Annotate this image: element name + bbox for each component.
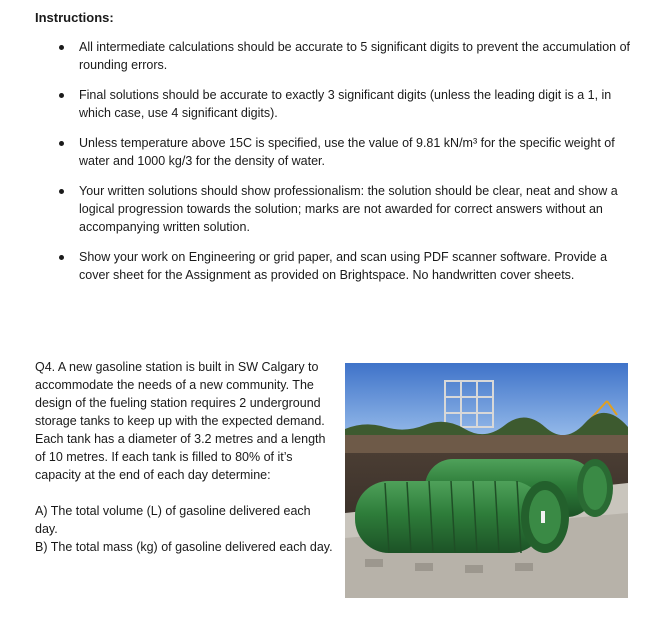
instruction-text: Show your work on Engineering or grid paper, and scan using PDF scanner software. Provide a cover sheet for the Assignment as provided on Brightspace. No handwritten cover sheets. [79, 250, 608, 282]
bullet-icon [59, 45, 64, 50]
instructions-list [35, 38, 635, 296]
question-part-a: A) The total volume (L) of gasoline delivered each day. [35, 504, 311, 536]
bullet-icon [59, 93, 64, 98]
question-part-b: B) The total mass (kg) of gasoline delivered each day. [35, 540, 333, 554]
instructions-heading: Instructions: [35, 10, 114, 25]
instruction-item [35, 248, 635, 284]
question-block [35, 358, 335, 556]
bullet-icon [59, 141, 64, 146]
instruction-item [35, 182, 635, 236]
instruction-text: Your written solutions should show professionalism: the solution should be clear, neat and show a logical progression towards the solution; marks are not awarded for correct answers without an accompanying written solution. [79, 184, 618, 234]
bullet-icon [59, 189, 64, 194]
instruction-item [35, 134, 635, 170]
instruction-item [35, 38, 635, 74]
bullet-icon [59, 255, 64, 260]
instruction-item [35, 86, 635, 122]
storage-tanks-photo [345, 363, 628, 598]
instruction-text: Unless temperature above 15C is specified, use the value of 9.81 kN/m³ for the specific weight of water and 1000 kg/3 for the density of water. [79, 136, 615, 168]
photo-illustration [345, 363, 628, 598]
question-text: Q4. A new gasoline station is built in SW Calgary to accommodate the needs of a new community. The design of the fueling station requires 2 underground storage tanks to keep up with the expected demand. Each tank has a diameter of 3.2 metres and a length of 10 metres. If each tank is filled to 80% of it’s capacity at the end of each day determine: [35, 360, 326, 482]
instruction-text: Final solutions should be accurate to exactly 3 significant digits (unless the leading digit is a 1, in which case, use 4 significant digits). [79, 88, 612, 120]
instruction-text: All intermediate calculations should be accurate to 5 significant digits to prevent the accumulation of rounding errors. [79, 40, 631, 72]
